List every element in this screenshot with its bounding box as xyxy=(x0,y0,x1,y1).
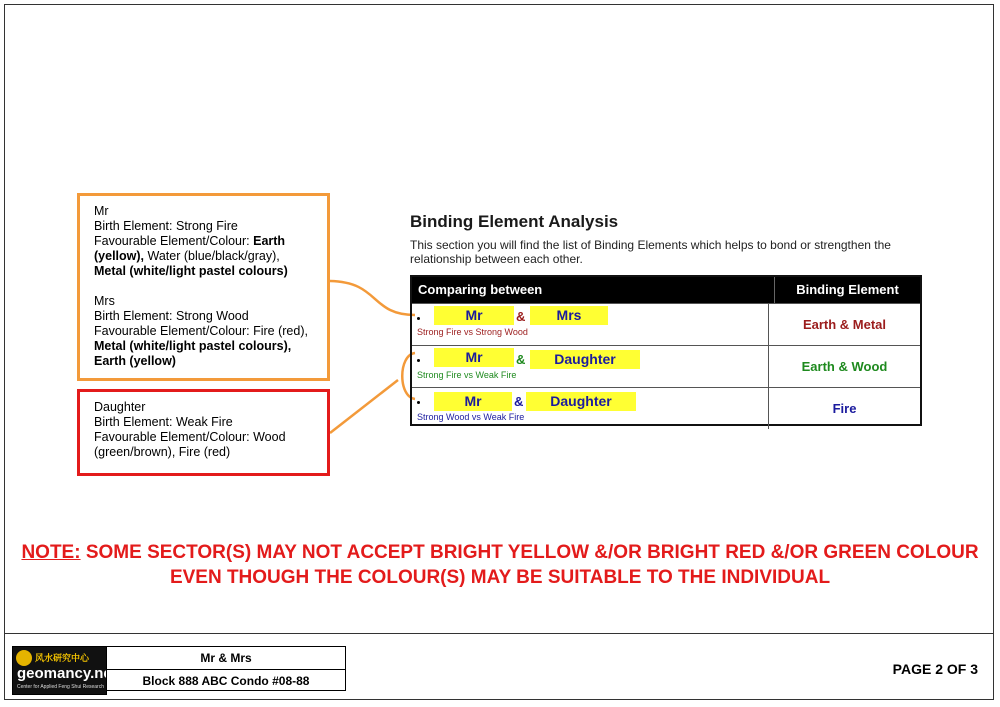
person-a: Mr xyxy=(434,392,512,411)
comparison-detail: Strong Fire vs Weak Fire xyxy=(417,370,517,380)
mr-fav-earth: Earth (yellow), xyxy=(94,234,286,263)
binding-element: Earth & Metal xyxy=(802,317,887,332)
client-info-box xyxy=(106,646,346,691)
footer-divider xyxy=(4,633,994,634)
person-b: Daughter xyxy=(526,392,636,411)
bullet-icon xyxy=(417,401,420,404)
callout-daughter xyxy=(77,389,330,476)
bullet-icon xyxy=(417,317,420,320)
mrs-name: Mrs xyxy=(94,294,115,308)
page-number: PAGE 2 OF 3 xyxy=(892,661,978,677)
section-description: This section you will find the list of Binding Elements which helps to bond or strengthen the relationship between each other. xyxy=(410,238,891,266)
callout-mr-mrs xyxy=(77,193,330,381)
logo-chinese-text: 风水研究中心 xyxy=(35,653,90,663)
mr-fav-metal: Metal (white/light pastel colours) xyxy=(94,264,288,278)
bullet-icon xyxy=(417,359,420,362)
table-row xyxy=(412,303,920,345)
mrs-favourable: Favourable Element/Colour: Fire (red), xyxy=(94,324,308,338)
geomancy-logo xyxy=(12,646,117,695)
mr-favourable xyxy=(94,234,313,279)
mr-fav-water: Water (blue/black/gray), xyxy=(144,249,280,263)
person-b: Mrs xyxy=(530,306,608,325)
mrs-favourable-bold: Metal (white/light pastel colours), Earth (yellow) xyxy=(94,339,292,368)
note-prefix: NOTE: xyxy=(21,542,81,563)
person-b: Daughter xyxy=(530,350,640,369)
client-address: Block 888 ABC Condo #08-88 xyxy=(142,674,310,688)
header-binding: Binding Element xyxy=(796,282,899,297)
note-line-1: NOTE: SOME SECTOR(S) MAY NOT ACCEPT BRIGHT YELLOW &/OR BRIGHT RED &/OR GREEN COLOUR xyxy=(21,542,979,563)
header-comparing: Comparing between xyxy=(412,277,775,303)
ampersand: & xyxy=(514,394,524,409)
binding-element: Earth & Wood xyxy=(801,359,888,374)
note-line-2: EVEN THOUGH THE COLOUR(S) MAY BE SUITABLE TO THE INDIVIDUAL xyxy=(169,567,831,588)
binding-element: Fire xyxy=(832,401,857,416)
daughter-birth-element: Birth Element: Weak Fire xyxy=(94,415,233,429)
comparison-detail: Strong Fire vs Strong Wood xyxy=(417,327,528,337)
client-name: Mr & Mrs xyxy=(107,647,345,670)
ampersand: & xyxy=(516,309,526,324)
daughter-favourable: Favourable Element/Colour: Wood (green/brown), Fire (red) xyxy=(94,430,286,459)
comparison-detail: Strong Wood vs Weak Fire xyxy=(417,412,525,422)
person-a: Mr xyxy=(434,348,514,367)
mr-fav-label: Favourable Element/Colour: xyxy=(94,234,254,248)
binding-table xyxy=(410,275,922,426)
person-a: Mr xyxy=(434,306,514,325)
yin-yang-icon xyxy=(16,650,32,666)
colour-note xyxy=(0,540,1000,590)
table-row xyxy=(412,387,920,429)
table-row xyxy=(412,345,920,387)
logo-tagline: Center for Applied Feng Shui Research xyxy=(17,684,104,690)
mrs-birth-element: Birth Element: Strong Wood xyxy=(94,309,249,323)
daughter-name: Daughter xyxy=(94,400,146,414)
ampersand: & xyxy=(516,352,526,367)
mr-birth-element: Birth Element: Strong Fire xyxy=(94,219,238,233)
section-title: Binding Element Analysis xyxy=(410,212,619,231)
table-header xyxy=(412,277,920,303)
mr-name: Mr xyxy=(94,204,109,218)
logo-wordmark: geomancy.net xyxy=(17,665,117,682)
